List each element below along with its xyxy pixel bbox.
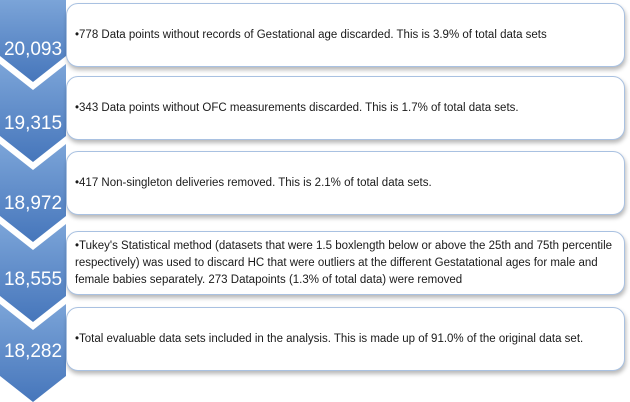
step-text-2: •343 Data points without OFC measurements discarded. This is 1.7% of total data sets. (75, 101, 519, 114)
count-step-4: 18,555 (3, 269, 63, 290)
count-step-3: 18,972 (3, 193, 63, 214)
count-step-1: 20,093 (3, 39, 63, 60)
step-box-3 (66, 151, 625, 215)
step-text-1: •778 Data points without records of Gestational age discarded. This is 3.9% of total data sets (75, 28, 547, 41)
step-text-5: •Total evaluable data sets included in the analysis. This is made up of 91.0% of the original data set. (75, 332, 584, 345)
step-text-3: •417 Non-singleton deliveries removed. This is 2.1% of total data sets. (75, 176, 432, 189)
count-step-2: 19,315 (3, 113, 63, 134)
step-text-4: •Tukey's Statistical method (datasets that were 1.5 boxlength below or above the 25th and 75th percentile respectively) was used to discard HC that were outliers at the different Gestatational ages for male and female babies separately. 273 Datapoints (1.3% of total data) were removed (75, 239, 613, 286)
step-box-1 (66, 3, 625, 67)
step-box-4 (66, 231, 625, 295)
step-box-2 (66, 76, 625, 140)
count-step-5: 18,282 (3, 341, 63, 362)
step-box-5 (66, 307, 625, 371)
